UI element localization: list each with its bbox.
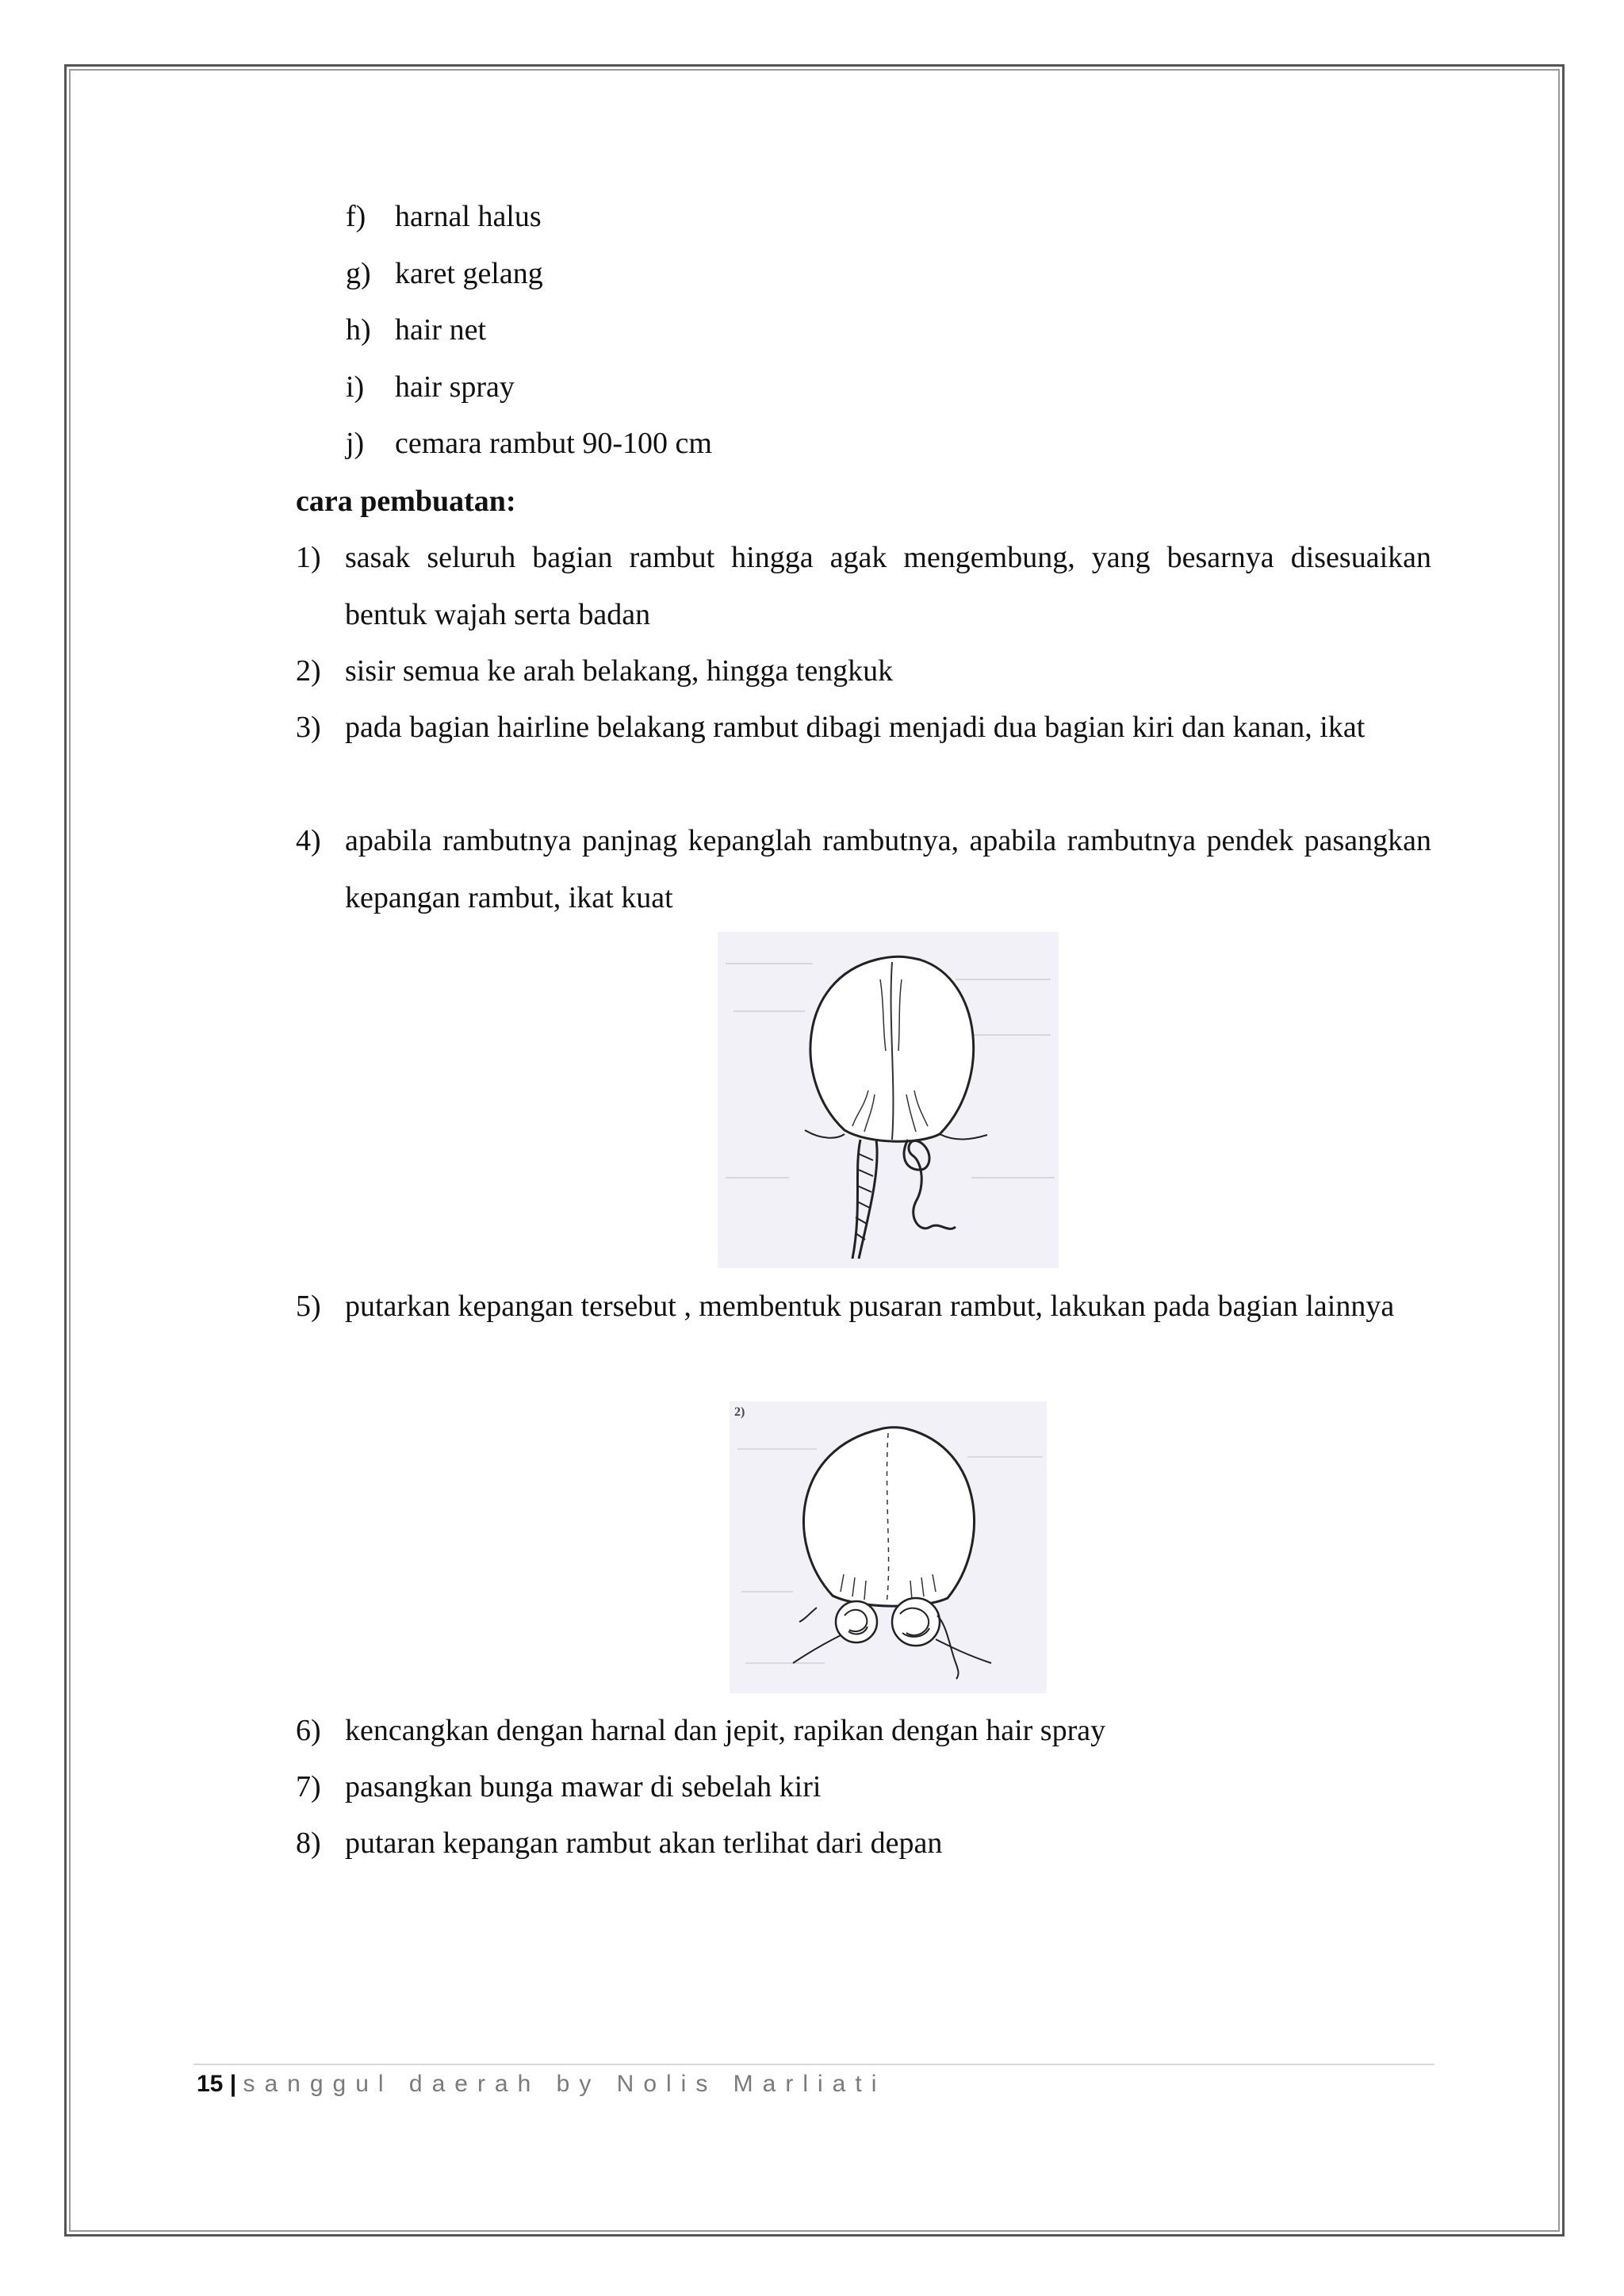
page-number: 15	[197, 2071, 224, 2097]
step-text: kencangkan dengan harnal dan jepit, rapikan dengan hair spray	[345, 1714, 1106, 1747]
step-number: 8)	[296, 1826, 321, 1860]
item-letter: h)	[346, 313, 371, 347]
list-item	[346, 308, 1456, 365]
braided-hair-illustration	[718, 932, 1059, 1268]
swirl-bun-illustration	[730, 1401, 1047, 1693]
item-text: karet gelang	[395, 256, 543, 290]
step-number: 4)	[296, 824, 321, 857]
footer-separator: |	[229, 2071, 237, 2097]
step-number: 2)	[296, 654, 321, 688]
step-item	[296, 1759, 1431, 1816]
step-number: 5)	[296, 1290, 321, 1323]
step-item	[296, 530, 1431, 643]
step-text: pasangkan bunga mawar di sebelah kiri	[345, 1770, 822, 1803]
page-footer	[197, 2067, 886, 2102]
list-item	[346, 194, 1456, 251]
item-text: cemara rambut 90-100 cm	[395, 427, 712, 460]
step-item	[296, 643, 1431, 700]
figure-hair-swirls	[730, 1401, 1047, 1693]
step-number: 3)	[296, 711, 321, 744]
item-text: hair spray	[395, 370, 515, 404]
step-text: apabila rambutnya panjnag kepanglah rambutnya, apabila rambutnya pendek pasangkan kepangan rambut, ikat kuat	[345, 824, 1431, 914]
step-text: putaran kepangan rambut akan terlihat dari depan	[345, 1826, 943, 1860]
item-text: hair net	[395, 313, 487, 347]
item-letter: g)	[346, 256, 371, 290]
step-item	[296, 1815, 1431, 1872]
item-letter: i)	[346, 370, 365, 404]
steps-heading: cara pembuatan:	[296, 485, 516, 518]
figure-label: 2)	[734, 1405, 745, 1419]
step-text: pada bagian hairline belakang rambut dibagi menjadi dua bagian kiri dan kanan, ikat	[345, 711, 1365, 744]
footer-divider	[193, 2064, 1434, 2065]
list-item	[346, 251, 1456, 309]
step-item	[296, 700, 1431, 757]
item-letter: j)	[346, 427, 365, 460]
step-number: 6)	[296, 1714, 321, 1747]
step-number: 7)	[296, 1770, 321, 1803]
step-text: sasak seluruh bagian rambut hingga agak mengembung, yang besarnya disesuaikan bentuk wajah serta badan	[345, 541, 1431, 631]
footer-title: sanggul daerah by Nolis Marliati	[243, 2071, 887, 2097]
item-text: harnal halus	[395, 200, 542, 233]
step-text: putarkan kepangan tersebut , membentuk pusaran rambut, lakukan pada bagian lainnya	[345, 1290, 1395, 1323]
list-item	[346, 421, 1456, 478]
step-item	[296, 813, 1431, 926]
materials-list	[346, 194, 1456, 478]
item-letter: f)	[346, 200, 366, 233]
figure-two-braids	[718, 932, 1059, 1268]
step-number: 1)	[296, 541, 321, 574]
list-item	[346, 365, 1456, 422]
step-text: sisir semua ke arah belakang, hingga tengkuk	[345, 654, 894, 688]
step-item	[296, 1278, 1431, 1336]
step-item	[296, 1703, 1431, 1760]
